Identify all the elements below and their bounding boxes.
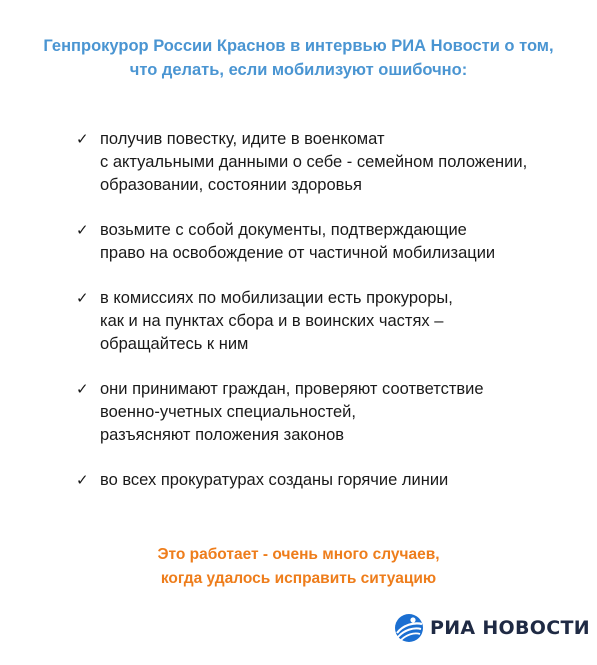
checkmark-icon: ✓ bbox=[76, 221, 89, 239]
conclusion-line-2: когда удалось исправить ситуацию bbox=[160, 570, 437, 587]
tip-line: право на освобождение от частичной мобилизации bbox=[100, 244, 496, 262]
tip-line: как и на пунктах сбора и в воинских частях – bbox=[100, 312, 444, 330]
tip-line: получив повестку, идите в военкомат bbox=[100, 130, 385, 148]
conclusion-line-1: Это работает - очень много случаев, bbox=[157, 546, 440, 563]
tip-line: разъясняют положения законов bbox=[100, 426, 345, 444]
tip-item bbox=[74, 287, 574, 356]
tip-line: в комиссиях по мобилизации есть прокуроры, bbox=[100, 289, 453, 307]
logo-text: РИА НОВОСТИ bbox=[430, 617, 590, 639]
tip-line: военно-учетных специальностей, bbox=[100, 403, 356, 421]
tip-item bbox=[74, 378, 574, 447]
checkmark-icon: ✓ bbox=[76, 130, 89, 148]
tips-list bbox=[74, 128, 574, 514]
checkmark-icon: ✓ bbox=[76, 471, 89, 489]
headline-line-2: что делать, если мобилизуют ошибочно: bbox=[129, 61, 468, 79]
ria-novosti-logo bbox=[394, 613, 590, 643]
headline-line-1: Генпрокурор России Краснов в интервью РИА Новости о том, bbox=[43, 37, 554, 55]
tip-line: во всех прокуратурах созданы горячие линии bbox=[100, 471, 449, 489]
tip-item bbox=[74, 469, 574, 492]
tip-item bbox=[74, 219, 574, 265]
ria-globe-icon bbox=[394, 613, 424, 643]
tip-line: образовании, состоянии здоровья bbox=[100, 176, 362, 194]
checkmark-icon: ✓ bbox=[76, 289, 89, 307]
tip-line: с актуальными данными о себе - семейном положении, bbox=[100, 153, 528, 171]
tip-line: они принимают граждан, проверяют соответствие bbox=[100, 380, 484, 398]
conclusion bbox=[0, 543, 597, 591]
tip-line: возьмите с собой документы, подтверждающие bbox=[100, 221, 467, 239]
tip-item bbox=[74, 128, 574, 197]
tip-line: обращайтесь к ним bbox=[100, 335, 249, 353]
headline bbox=[0, 34, 597, 82]
checkmark-icon: ✓ bbox=[76, 380, 89, 398]
